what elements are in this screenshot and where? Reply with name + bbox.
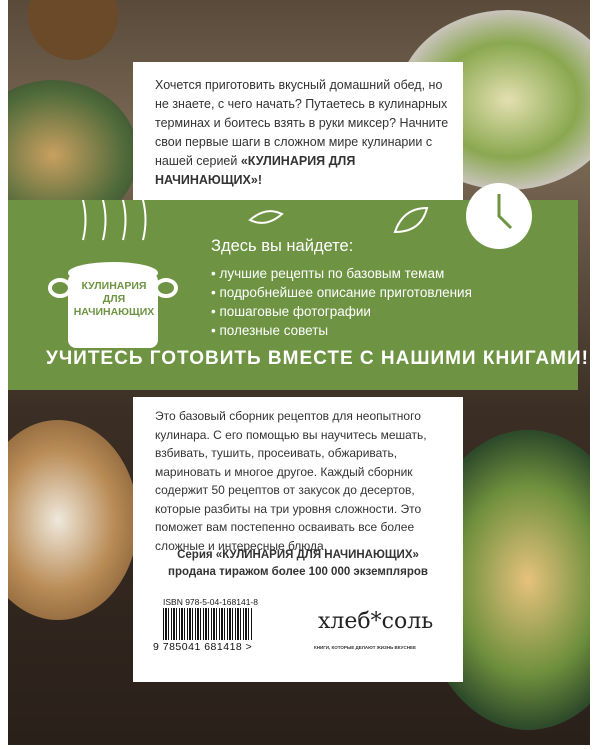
description-panel	[133, 397, 463, 682]
isbn-text: ISBN 978-5-04-168141-8	[163, 597, 258, 607]
feature-item: • подробнейшее описание приготовления	[211, 283, 472, 302]
series-line: Серия «КУЛИНАРИЯ ДЛЯ НАЧИНАЮЩИХ»	[177, 549, 419, 561]
feature-item: • лучшие рецепты по базовым темам	[211, 264, 472, 283]
series-name: «КУЛИНАРИЯ ДЛЯ НАЧИНАЮЩИХ»!	[155, 154, 356, 187]
book-back-cover	[8, 0, 590, 745]
slogan: УЧИТЕСЬ ГОТОВИТЬ ВМЕСТЕ С НАШИМИ КНИГАМИ!	[46, 348, 589, 369]
steam-icon	[78, 200, 168, 245]
barcode	[163, 608, 253, 640]
intro-panel	[133, 62, 463, 200]
feature-item: • полезные советы	[211, 321, 472, 340]
publisher-logo: хлеб*соль	[318, 609, 434, 634]
pot-label: КУЛИНАРИЯ ДЛЯ НАЧИНАЮЩИХ	[73, 280, 155, 318]
series-info	[143, 547, 453, 581]
leaf-icon	[393, 206, 429, 236]
intro-text: Хочется приготовить вкусный домашний обед, но не знаете, с чего начать? Путаетесь в кулинарных терминах и боитесь взять в руки миксер? Начните свои первые шаги в сложном мире кулинарии с нашей серией	[155, 78, 449, 168]
description-text: Это базовый сборник рецептов для неопытного кулинара. С его помощью вы научитесь мешать, взбивать, тушить, просеивать, обжаривать, мариновать и многое другое. Каждый сборник содержит 50 рецептов от закусок до десертов, которые разбиты на три уровня сложности. Это поможет вам постепенно осваивать все более сложные и интересные блюда.	[155, 409, 427, 553]
series-line: продана тиражом более 100 000 экземпляров	[168, 566, 428, 578]
bread-photo	[8, 420, 138, 620]
features-heading: Здесь вы найдете:	[211, 237, 354, 255]
clock-icon	[463, 180, 535, 252]
barcode-number: 9 785041 681418 >	[153, 641, 253, 653]
feature-item: • пошаговые фотографии	[211, 302, 472, 321]
features-list	[211, 264, 472, 340]
leaf-icon	[248, 208, 284, 228]
bowl-photo	[28, 0, 118, 60]
green-band	[8, 200, 589, 390]
publisher-tagline: КНИГИ, КОТОРЫЕ ДЕЛАЮТ ЖИЗНЬ ВКУСНЕЕ	[314, 645, 416, 650]
